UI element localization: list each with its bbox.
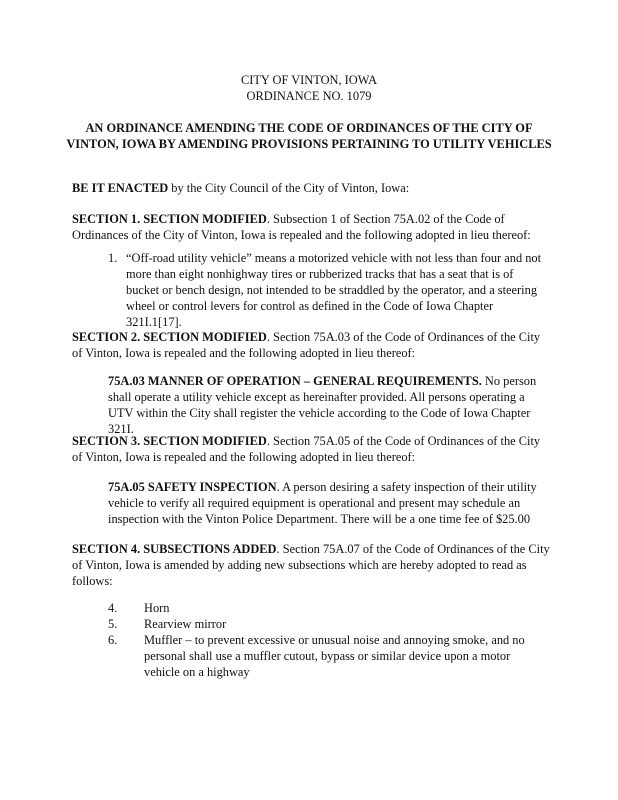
ordinance-title: AN ORDINANCE AMENDING THE CODE OF ORDINANCES OF THE CITY OF VINTON, IOWA BY AMENDING PROVISIONS PERTAINING TO UTILITY VEHICLES xyxy=(66,121,552,151)
provision-75a05-text: . A person desiring a safety inspection of their utility vehicle to verify all required equipment is operational and present may schedule an inspection with the Vinton Police Department. There will be a one time fee of $25.00 xyxy=(108,480,537,526)
section-1-definition xyxy=(108,250,548,330)
enacting-clause-lead: BE IT ENACTED xyxy=(72,181,169,195)
provision-75a05-heading: 75A.05 SAFETY INSPECTION xyxy=(108,480,277,494)
section-3 xyxy=(72,433,550,465)
section-1-heading: SECTION 1. SECTION MODIFIED xyxy=(72,212,267,226)
list-item-number: 6. xyxy=(108,633,118,647)
definition-text: “Off-road utility vehicle” means a motorized vehicle with not less than four and not more than eight nonhighway tires or rubberized tracks that has a seat that is of bucket or bench design, not intended to be straddled by the operator, and a steering wheel or control levers for control as defined in the Code of Iowa Chapter 321I.1[17]. xyxy=(126,251,542,329)
enacting-clause-text: by the City Council of the City of Vinton, Iowa: xyxy=(168,181,410,195)
section-2 xyxy=(72,329,550,361)
provision-75a03-text: No person shall operate a utility vehicle except as hereinafter provided. All persons operating a UTV within the City shall register the vehicle according to the Code of Iowa Chapter 321I. xyxy=(108,374,537,436)
section-4-heading: SECTION 4. SUBSECTIONS ADDED xyxy=(72,542,277,556)
list-item xyxy=(108,616,548,632)
section-3-heading: SECTION 3. SECTION MODIFIED xyxy=(72,434,267,448)
list-item-text: Horn xyxy=(144,601,170,615)
list-item-text: Rearview mirror xyxy=(144,617,227,631)
provision-75a03-heading: 75A.03 MANNER OF OPERATION – GENERAL REQUIREMENTS. xyxy=(108,374,482,388)
section-1 xyxy=(72,211,550,243)
section-4 xyxy=(72,541,550,589)
section-2-provision xyxy=(108,373,548,437)
list-item-number: 5. xyxy=(108,617,118,631)
list-item xyxy=(108,600,548,616)
section-2-heading: SECTION 2. SECTION MODIFIED xyxy=(72,330,267,344)
section-3-provision xyxy=(108,479,548,527)
section-2-text: . Section 75A.03 of the Code of Ordinances of the City of Vinton, Iowa is repealed and the following adopted in lieu thereof: xyxy=(72,330,541,360)
enacting-clause xyxy=(72,180,550,196)
section-3-text: . Section 75A.05 of the Code of Ordinances of the City of Vinton, Iowa is repealed and the following adopted in lieu thereof: xyxy=(72,434,541,464)
definition-number: 1. xyxy=(108,251,118,265)
ordinance-number: ORDINANCE NO. 1079 xyxy=(246,89,372,103)
section-4-text: . Section 75A.07 of the Code of Ordinances of the City of Vinton, Iowa is amended by adding new subsections which are hereby adopted to read as follows: xyxy=(72,542,550,588)
section-1-text: . Subsection 1 of Section 75A.02 of the Code of Ordinances of the City of Vinton, Iowa is repealed and the following adopted in lieu thereof: xyxy=(72,212,531,242)
list-item-number: 4. xyxy=(108,601,118,615)
city-heading: CITY OF VINTON, IOWA xyxy=(240,73,378,87)
list-item xyxy=(108,632,548,680)
list-item-text: Muffler – to prevent excessive or unusual noise and annoying smoke, and no personal shall use a muffler cutout, bypass or similar device upon a motor vehicle on a highway xyxy=(144,633,525,679)
